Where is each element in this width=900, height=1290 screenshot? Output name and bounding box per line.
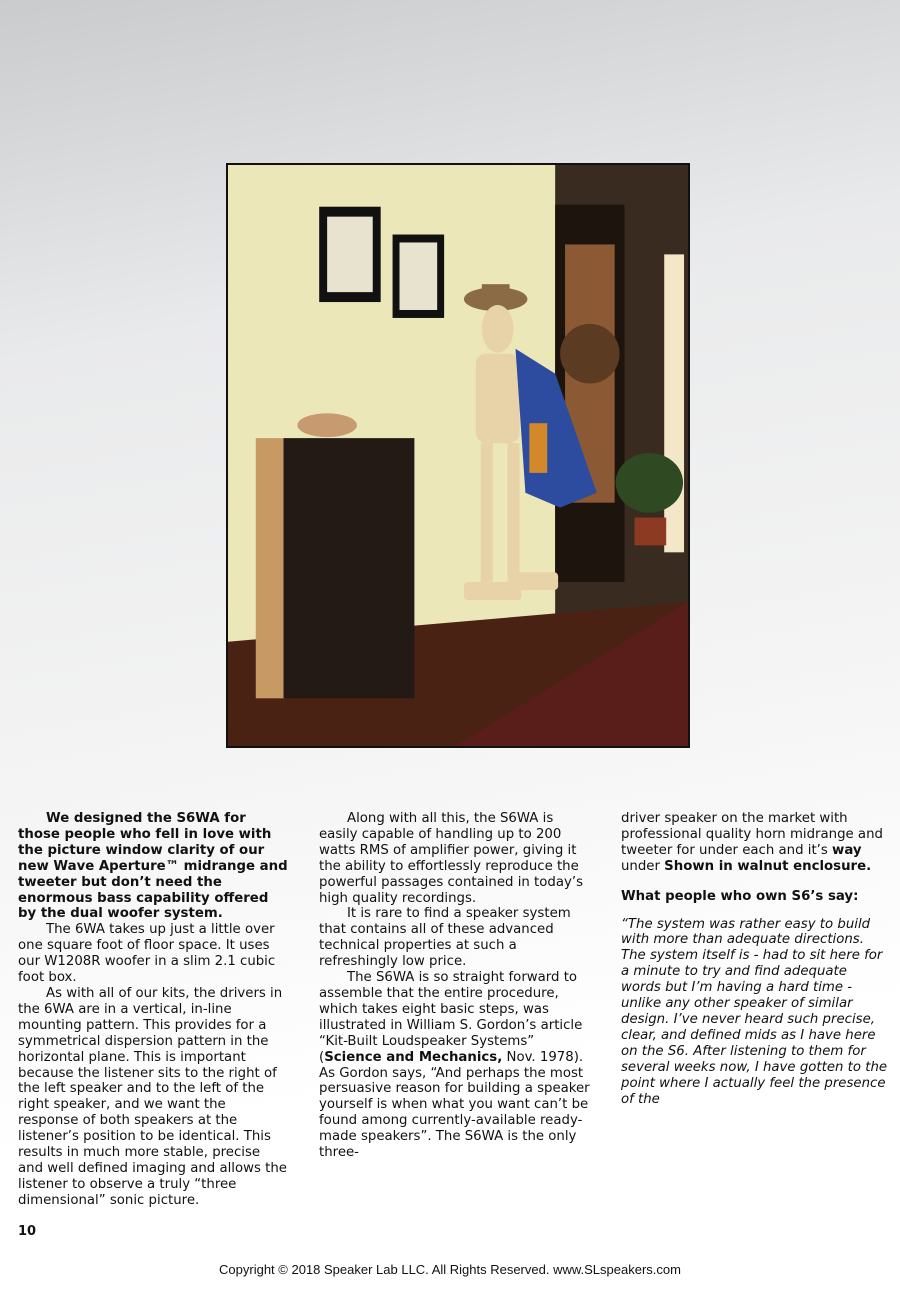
text-run: under <box>621 858 665 874</box>
paragraph: The 6WA takes up just a little over one square foot of floor space. It uses our W1208R woofer in a slim 2.1 cubic foot box. <box>18 922 276 986</box>
testimonials-heading: What people who own S6’s say: <box>621 888 859 904</box>
emphasis-way: way <box>832 842 862 858</box>
page-number: 10 <box>18 1224 37 1239</box>
text-run: The S6WA is so straight forward to assemble that the entire procedure, which takes eight basic steps, was illustrated in William S. Gordon’s article “Kit-Built Loudspeaker Systems” ( <box>319 970 583 1065</box>
intro-paragraph: We designed the S6WA for those people who fell in love with the picture window clarity of our new Wave Aperture™ midrange and tweeter but don’t need the enormous bass capability offered by the dual woofer system. <box>18 811 288 922</box>
paragraph <box>319 970 594 1161</box>
text-run: driver speaker on the market with professional quality horn midrange and tweeter for under each and it’s <box>621 811 883 858</box>
publication-name: Science and Mechanics, <box>324 1049 503 1065</box>
column-2 <box>319 811 594 1161</box>
column-3 <box>621 811 889 1107</box>
copyright-footer: Copyright © 2018 Speaker Lab LLC. All Rights Reserved. www.SLspeakers.com <box>219 1262 681 1277</box>
paragraph: As with all of our kits, the drivers in the 6WA are in a vertical, in-line mounting pattern. This provides for a symmetrical dispersion pattern in the horizontal plane. This is important because the listener sits to the right of the left speaker and to the left of the right speaker, and we want the response of both speakers at the listener’s position to be identical. This results in much more stable, precise and well defined imaging and allows the listener to observe a truly “three dimensional” sonic picture. <box>18 985 287 1208</box>
paragraph: It is rare to find a speaker system that contains all of these advanced technical properties at such a refreshingly low price. <box>319 906 571 970</box>
photo-speaker-room <box>226 163 690 748</box>
paragraph: Along with all this, the S6WA is easily capable of handling up to 200 watts RMS of amplifier power, giving it the ability to effortlessly reproduce the powerful passages contained in today’s high quality recordings. <box>319 811 584 906</box>
speaker-photo-illustration <box>228 165 688 746</box>
text-run: Nov. 1978). As Gordon says, “And perhaps the most persuasive reason for building a speaker yourself is when what you want can’t be found among currently-available ready-made speakers”. The S6WA is the only three- <box>319 1049 590 1161</box>
paragraph <box>621 811 889 875</box>
photo-caption: Shown in walnut enclosure. <box>664 858 872 874</box>
testimonial-quote: “The system was rather easy to build with more than adequate directions. The system itself is - had to sit here for a minute to try and find adequate words but I’m having a hard time - unlike any other speaker of similar design. I’ve never heard such precise, clear, and defined mids as I have here on the S6. After listening to them for several weeks now, I have gotten to the point where I actually feel the presence of the <box>621 916 888 1107</box>
column-1 <box>18 811 288 1209</box>
